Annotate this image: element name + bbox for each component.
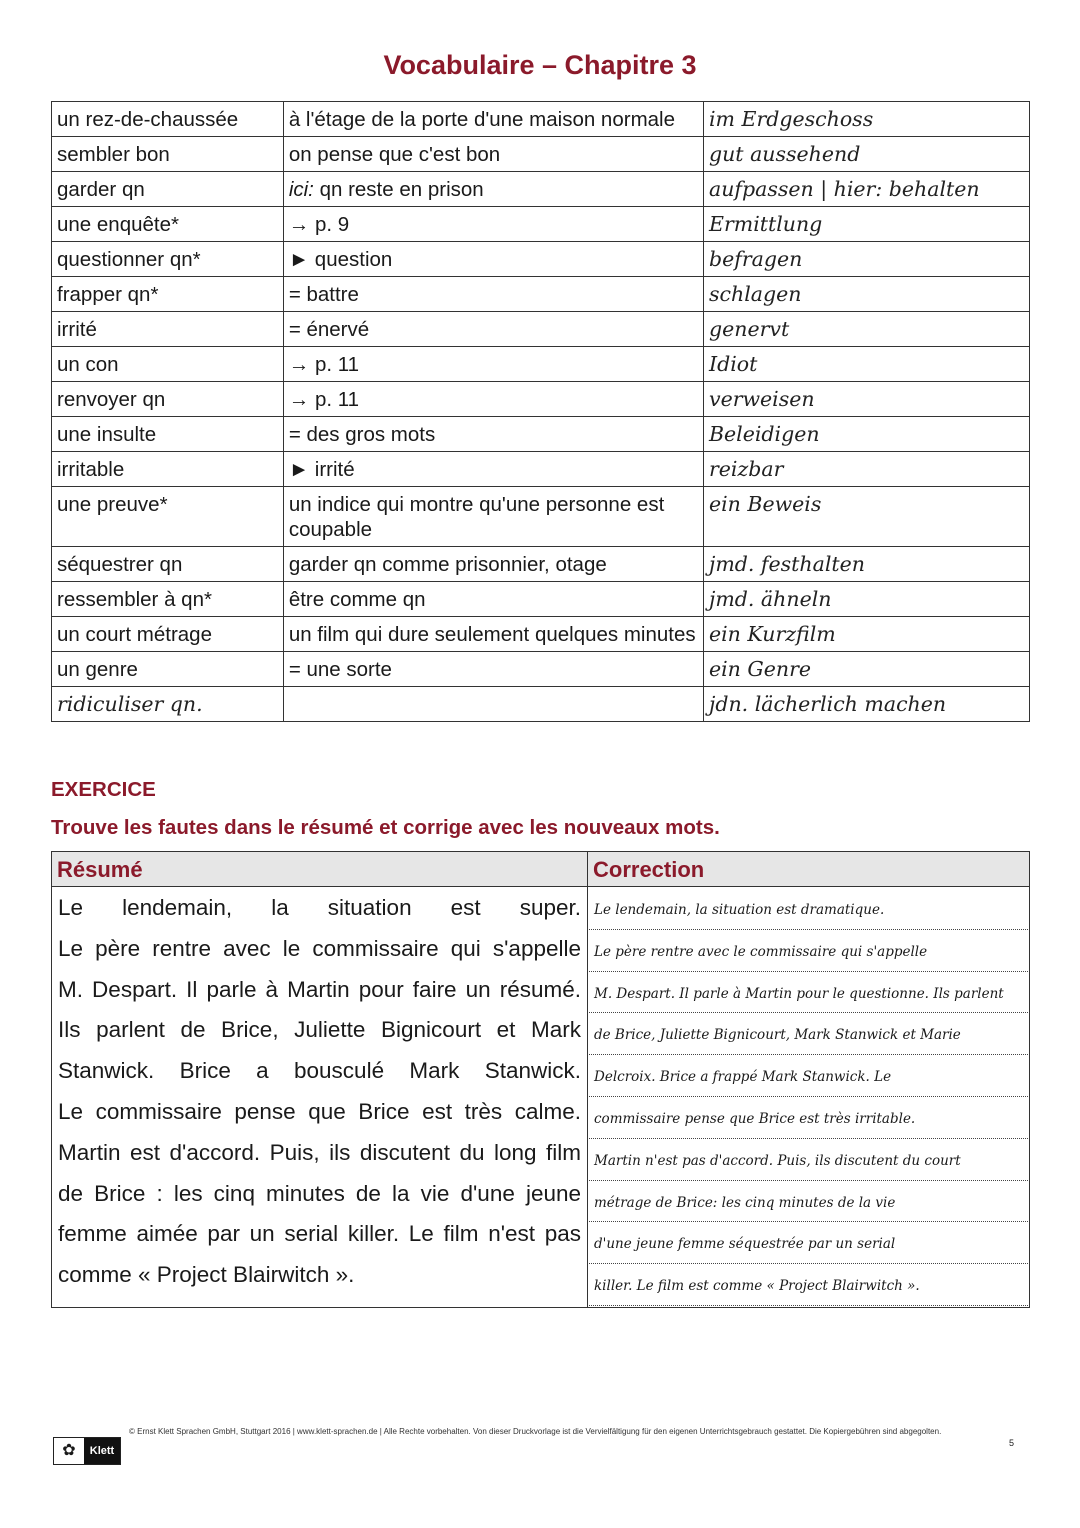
vocab-term: questionner qn* [52, 242, 284, 277]
exercise-instruction: Trouve les fautes dans le résumé et corrige avec les nouveaux mots. [51, 816, 720, 839]
vocab-row [52, 347, 1030, 382]
page-number: 5 [1009, 1438, 1015, 1448]
klett-mark-icon: ✿ [54, 1438, 84, 1464]
vocab-row [52, 242, 1030, 277]
vocab-translation: befragen [703, 242, 1029, 277]
correction-text [588, 887, 1030, 1308]
definition-text: qn reste en prison [319, 178, 484, 201]
vocab-definition: = des gros mots [283, 417, 703, 452]
vocab-term: ressembler à qn* [52, 582, 284, 617]
vocab-term: renvoyer qn [52, 382, 284, 417]
resume-line: M. Despart. Il parle à Martin pour faire un résumé. [58, 976, 581, 1002]
vocab-term: un court métrage [52, 617, 284, 652]
vocab-term: ridiculiser qn. [52, 687, 284, 722]
vocab-translation: Idiot [703, 347, 1029, 382]
exercise-table [51, 851, 1030, 1308]
resume-line: Le lendemain, la situation est super. [58, 895, 581, 920]
resume-line: de Brice : les cinq minutes de la vie d'une jeune [58, 1180, 581, 1206]
correction-line: de Brice, Juliette Bignicourt, Mark Stanwick et Marie [589, 1013, 1028, 1055]
vocab-row [52, 417, 1030, 452]
vocab-row [52, 382, 1030, 417]
vocab-definition: = énervé [283, 312, 703, 347]
resume-line: Ils parlent de Brice, Juliette Bignicourt et Mark [58, 1017, 581, 1043]
vocab-term: une insulte [52, 417, 284, 452]
vocabulary-table [51, 101, 1030, 722]
vocab-translation: im Erdgeschoss [703, 102, 1029, 137]
resume-line: Stanwick. Brice a bousculé Mark Stanwick. [58, 1058, 581, 1084]
vocab-row [52, 102, 1030, 137]
vocab-definition: on pense que c'est bon [283, 137, 703, 172]
vocab-definition: = une sorte [283, 652, 703, 687]
correction-line: M. Despart. Il parle à Martin pour le questionne. Ils parlent [589, 972, 1028, 1014]
resume-line: Martin est d'accord. Puis, ils discutent du long film [58, 1139, 581, 1165]
vocab-row [52, 137, 1030, 172]
vocab-term: une preuve* [52, 487, 284, 547]
vocab-row [52, 207, 1030, 242]
vocab-row [52, 277, 1030, 312]
correction-line: Martin n'est pas d'accord. Puis, ils discutent du court [589, 1139, 1028, 1181]
resume-text [52, 887, 588, 1308]
vocab-definition [283, 172, 703, 207]
correction-line: Le lendemain, la situation est dramatique. [589, 888, 1028, 930]
vocab-definition: → p. 9 [283, 207, 703, 242]
vocab-translation: schlagen [703, 277, 1029, 312]
vocab-translation: jmd. festhalten [703, 547, 1029, 582]
vocab-translation: ein Kurzfilm [703, 617, 1029, 652]
resume-line: femme aimée par un serial killer. Le film n'est pas [58, 1221, 581, 1247]
vocab-definition: ► irrité [283, 452, 703, 487]
vocab-translation: ein Beweis [703, 487, 1029, 547]
vocab-row [52, 547, 1030, 582]
vocab-term: garder qn [52, 172, 284, 207]
resume-line: Le père rentre avec le commissaire qui s'appelle [58, 935, 581, 961]
copyright-notice: © Ernst Klett Sprachen GmbH, Stuttgart 2016 | www.klett-sprachen.de | Alle Rechte vorbehalten. Von dieser Druckvorlage ist die Vervielfältigung für den eigenen Unterrichtsgebrauch gestattet. Die Kopiergebühren sind abgegolten. [129, 1427, 942, 1436]
vocab-row [52, 617, 1030, 652]
vocab-translation: Beleidigen [703, 417, 1029, 452]
vocab-definition [283, 687, 703, 722]
vocab-definition: ► question [283, 242, 703, 277]
vocab-definition: → p. 11 [283, 347, 703, 382]
resume-header: Résumé [52, 852, 588, 887]
correction-line: métrage de Brice: les cinq minutes de la vie [589, 1181, 1028, 1223]
klett-logo [53, 1437, 121, 1465]
correction-line: Delcroix. Brice a frappé Mark Stanwick. Le [589, 1055, 1028, 1097]
vocab-translation: ein Genre [703, 652, 1029, 687]
correction-line: commissaire pense que Brice est très irritable. [589, 1097, 1028, 1139]
correction-line: d'une jeune femme séquestrée par un serial [589, 1222, 1028, 1264]
vocab-term: un con [52, 347, 284, 382]
vocab-definition: un film qui dure seulement quelques minutes [283, 617, 703, 652]
vocab-translation: genervt [703, 312, 1029, 347]
correction-header: Correction [588, 852, 1030, 887]
resume-line: comme « Project Blairwitch ». [58, 1262, 355, 1288]
vocab-definition: → p. 11 [283, 382, 703, 417]
vocab-row [52, 172, 1030, 207]
vocab-translation: reizbar [703, 452, 1029, 487]
vocab-row [52, 487, 1030, 547]
vocab-definition: un indice qui montre qu'une personne est coupable [283, 487, 703, 547]
correction-line: Le père rentre avec le commissaire qui s'appelle [589, 930, 1028, 972]
page-title: Vocabulaire – Chapitre 3 [383, 50, 697, 80]
resume-line: Le commissaire pense que Brice est très calme. [58, 1098, 581, 1124]
vocab-row [52, 652, 1030, 687]
definition-prefix: ici: [288, 178, 314, 201]
vocab-term: une enquête* [52, 207, 284, 242]
vocab-translation: gut aussehend [703, 137, 1029, 172]
vocab-translation: jmd. ähneln [703, 582, 1029, 617]
vocab-definition: être comme qn [283, 582, 703, 617]
vocab-translation: verweisen [703, 382, 1029, 417]
vocab-term: séquestrer qn [52, 547, 284, 582]
vocab-term: un genre [52, 652, 284, 687]
vocab-term: irritable [52, 452, 284, 487]
correction-line: killer. Le film est comme « Project Blairwitch ». [589, 1264, 1028, 1306]
klett-logo-text: Klett [84, 1438, 120, 1464]
vocab-row [52, 312, 1030, 347]
vocab-definition: à l'étage de la porte d'une maison normale [283, 102, 703, 137]
vocab-row [52, 687, 1030, 722]
vocab-term: un rez-de-chaussée [52, 102, 284, 137]
vocab-translation: aufpassen | hier: behalten [703, 172, 1029, 207]
exercise-heading: EXERCICE [51, 778, 156, 801]
vocab-translation: Ermittlung [703, 207, 1029, 242]
vocab-row [52, 582, 1030, 617]
vocab-term: frapper qn* [52, 277, 284, 312]
vocab-term: irrité [52, 312, 284, 347]
vocab-row [52, 452, 1030, 487]
vocab-definition: = battre [283, 277, 703, 312]
vocab-definition: garder qn comme prisonnier, otage [283, 547, 703, 582]
vocab-term: sembler bon [52, 137, 284, 172]
vocab-translation: jdn. lächerlich machen [703, 687, 1029, 722]
